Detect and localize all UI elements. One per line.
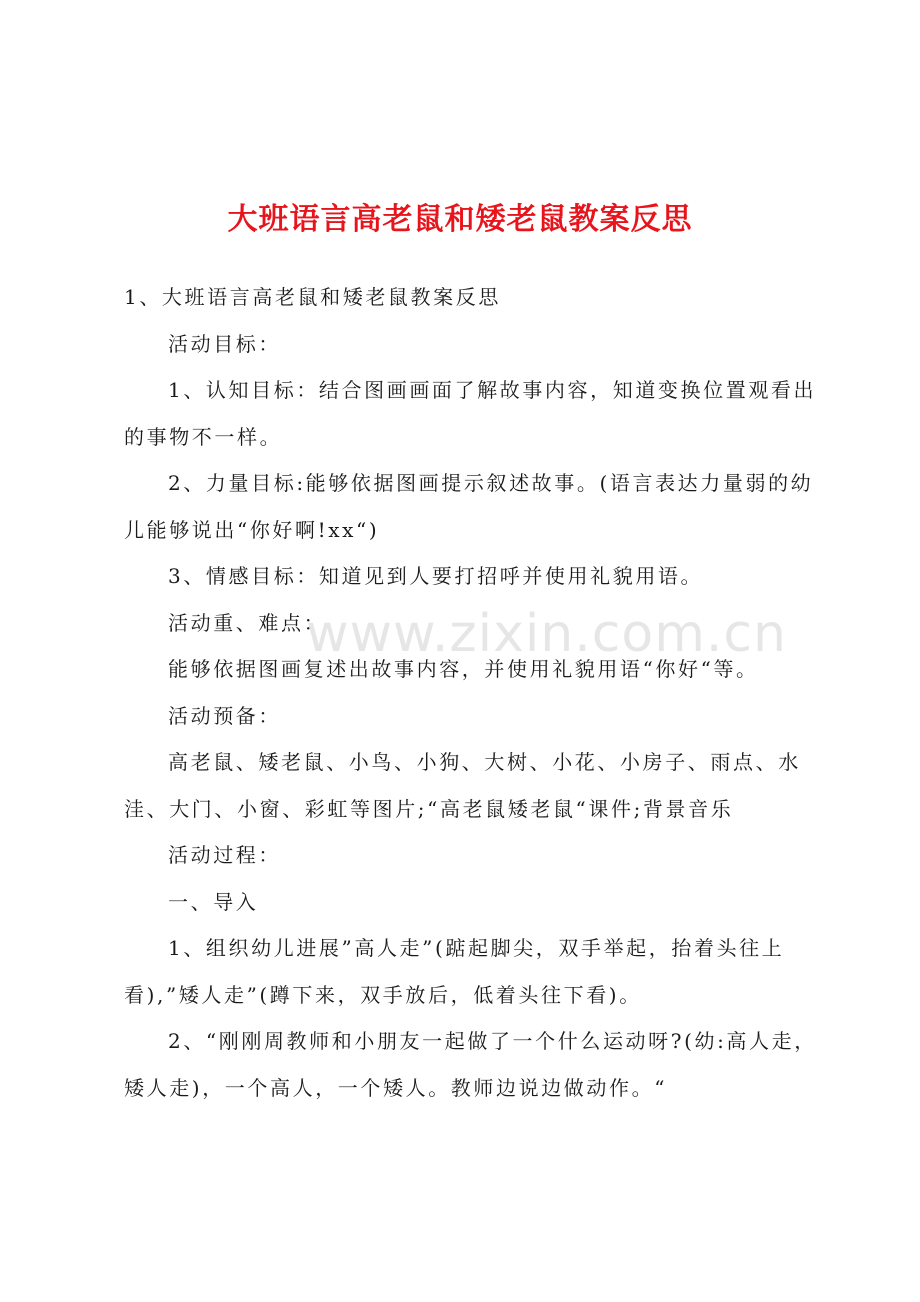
paragraph: 3、情感目标：知道见到人要打招呼并使用礼貌用语。 [168, 564, 704, 588]
paragraph: 1、组织幼儿进展”高人走”(踮起脚尖，双手举起，抬着头往上看),”矮人走”(蹲下来，双手放后，低着头往下看)。 [124, 936, 785, 1007]
paragraph: 能够依据图画复述出故事内容，并使用礼貌用语“你好“等。 [168, 657, 759, 681]
paragraph: 活动过程： [168, 843, 281, 867]
paragraph: 2、“刚刚周教师和小朋友一起做了一个什么运动呀?(幼:高人走，矮人走)，一个高人，一个矮人。教师边说边做动作。“ [124, 1029, 817, 1100]
paragraph: 高老鼠、矮老鼠、小鸟、小狗、大树、小花、小房子、雨点、水洼、大门、小窗、彩虹等图片;“高老鼠矮老鼠“课件;背景音乐 [124, 750, 801, 821]
section-heading: 1、大班语言高老鼠和矮老鼠教案反思 [124, 285, 501, 309]
paragraph: 1、认知目标：结合图画画面了解故事内容，知道变换位置观看出的事物不一样。 [124, 378, 817, 449]
paragraph: 一、导入 [168, 889, 259, 914]
watermark: www.zixin.com.cn [306, 604, 787, 664]
paragraph: 活动目标： [168, 331, 281, 356]
paragraph: 2、力量目标:能够依据图画提示叙述故事。(语言表达力量弱的幼儿能够说出“你好啊!xx“) [124, 471, 814, 542]
paragraph: 活动预备： [168, 703, 281, 728]
document-body [124, 274, 824, 1111]
document-title: 大班语言高老鼠和矮老鼠教案反思 [227, 202, 693, 237]
paragraph: 活动重、难点： [168, 610, 327, 635]
